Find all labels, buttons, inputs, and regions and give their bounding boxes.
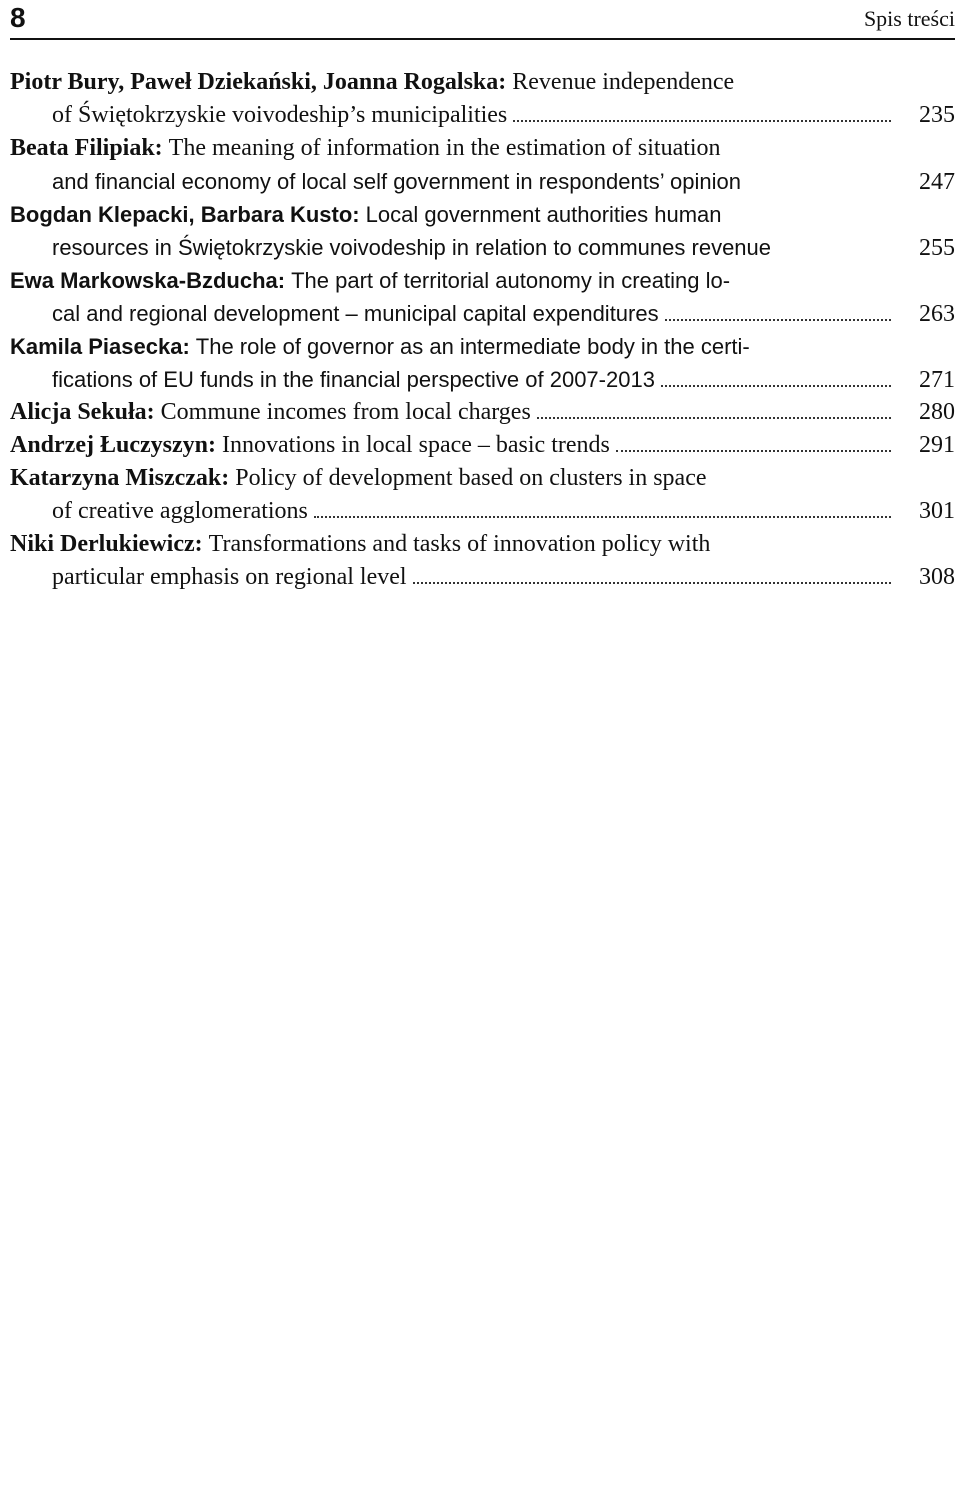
toc-entry: [10, 396, 955, 429]
page-header: [10, 0, 955, 40]
table-of-contents: [10, 66, 955, 594]
toc-title: Transformations and tasks of innovation policy with: [208, 531, 711, 557]
toc-title: The role of governor as an intermediate body in the certi-: [195, 334, 750, 359]
toc-title-continued: of Świętokrzyskie voivodeship’s municipalities: [52, 102, 508, 128]
toc-entry-last-line: [10, 231, 955, 264]
toc-entry-last-line: [10, 561, 955, 594]
toc-entry-first-line: [10, 528, 955, 561]
toc-author: Bogdan Klepacki, Barbara Kusto:: [10, 202, 360, 227]
toc-title: The part of territorial autonomy in creating lo-: [291, 268, 731, 293]
toc-entry-last-line: [10, 363, 955, 396]
toc-author: Andrzej Łuczyszyn:: [10, 432, 216, 458]
dot-leader: [665, 319, 891, 321]
toc-title: Revenue independence: [512, 69, 735, 95]
toc-title: Policy of development based on clusters in space: [235, 465, 707, 491]
page-number: 8: [10, 2, 26, 33]
toc-author: Alicja Sekuła:: [10, 399, 155, 425]
toc-entry-first-line: [10, 66, 955, 99]
toc-page-number: 271: [919, 367, 955, 393]
dot-leader: [314, 516, 891, 518]
toc-entry: [10, 66, 955, 132]
toc-entry-first-line: [10, 264, 955, 297]
toc-entry: [10, 429, 955, 462]
toc-author: Ewa Markowska-Bzducha:: [10, 268, 286, 293]
toc-title: The meaning of information in the estimation of situation: [168, 135, 721, 161]
toc-author: Piotr Bury, Paweł Dziekański, Joanna Rogalska:: [10, 69, 507, 95]
toc-entry-single-line: [10, 429, 955, 462]
toc-page-number: 235: [919, 102, 955, 128]
toc-entry-last-line: [10, 165, 955, 198]
toc-entry-first-line: [10, 198, 955, 231]
toc-title-continued: resources in Świętokrzyskie voivodeship in relation to communes revenue: [52, 235, 772, 260]
dot-leader: [537, 417, 891, 419]
toc-author: Katarzyna Miszczak:: [10, 465, 230, 491]
toc-title-continued: fications of EU funds in the financial perspective of 2007-2013: [52, 367, 655, 392]
toc-page-number: 247: [919, 169, 955, 195]
toc-entry: [10, 198, 955, 264]
toc-page-number: 263: [919, 301, 955, 327]
toc-title: Commune incomes from local charges: [160, 399, 531, 425]
dot-leader: [413, 582, 891, 584]
toc-author: Niki Derlukiewicz:: [10, 531, 203, 557]
toc-author: Kamila Piasecka:: [10, 334, 190, 359]
toc-page-number: 255: [919, 235, 955, 261]
toc-entry: [10, 132, 955, 198]
toc-title: Local government authorities human: [365, 202, 722, 227]
toc-title-continued: cal and regional development – municipal capital expenditures: [52, 301, 659, 326]
dot-leader: [513, 120, 891, 122]
toc-title-continued: particular emphasis on regional level: [52, 564, 407, 590]
toc-author: Beata Filipiak:: [10, 135, 163, 161]
toc-entry-last-line: [10, 495, 955, 528]
toc-entry-first-line: [10, 330, 955, 363]
toc-page-number: 280: [919, 399, 955, 425]
toc-entry-first-line: [10, 132, 955, 165]
toc-entry-last-line: [10, 297, 955, 330]
dot-leader: [661, 385, 891, 387]
toc-entry: [10, 462, 955, 528]
toc-page-number: 301: [919, 498, 955, 524]
toc-entry-last-line: [10, 99, 955, 132]
toc-entry: [10, 330, 955, 396]
toc-entry-first-line: [10, 462, 955, 495]
running-head: Spis treści: [863, 6, 955, 31]
toc-title-continued: and financial economy of local self government in respondents’ opinion: [52, 169, 741, 194]
toc-page-number: 308: [919, 564, 955, 590]
toc-title-continued: of creative agglomerations: [52, 498, 308, 524]
dot-leader: [616, 450, 891, 452]
toc-entry: [10, 528, 955, 594]
toc-page-number: 291: [919, 432, 955, 458]
toc-title: Innovations in local space – basic trends: [221, 432, 610, 458]
toc-entry: [10, 264, 955, 330]
toc-entry-single-line: [10, 396, 955, 429]
